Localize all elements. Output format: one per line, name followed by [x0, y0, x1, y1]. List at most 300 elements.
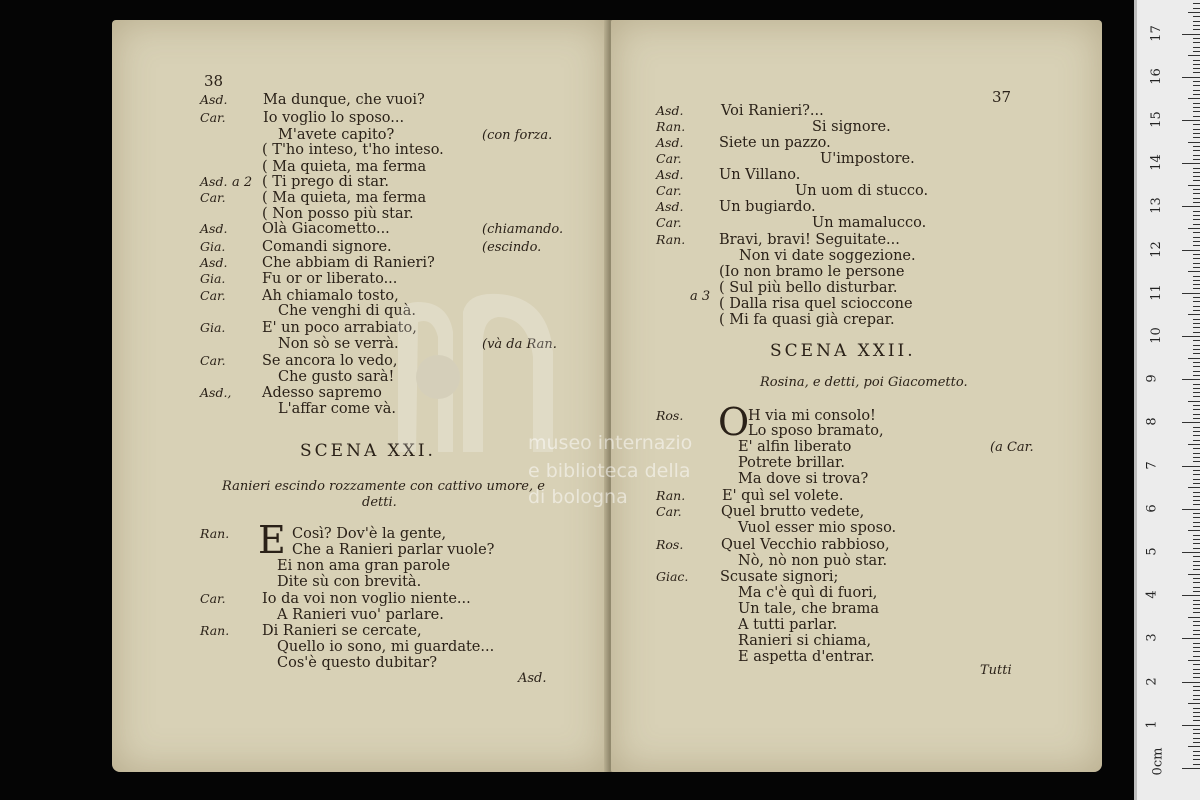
verse-line: Ma c'è quì di fuori, [738, 585, 878, 601]
ruler-tick [1193, 548, 1200, 549]
ruler-tick [1193, 656, 1200, 657]
ruler-tick [1193, 345, 1200, 346]
verse-line: Quello io sono, mi guardate... [277, 639, 495, 655]
ruler-tick [1193, 625, 1200, 626]
verse-line: ( Sul più bello disturbar. [719, 280, 898, 296]
ruler-tick [1193, 418, 1200, 419]
ruler-tick [1193, 435, 1200, 436]
ruler-number: 11 [1148, 284, 1164, 301]
ruler-tick [1193, 29, 1200, 30]
speaker-label: Car. [656, 215, 682, 230]
ruler-tick [1193, 180, 1200, 181]
verse-line: Si signore. [812, 119, 891, 135]
verse-line: E aspetta d'entrar. [738, 649, 875, 665]
verse-line: Potrete brillar. [738, 455, 845, 471]
ruler-tick [1193, 483, 1200, 484]
ruler-tick [1193, 116, 1200, 117]
page-number-right: 37 [992, 88, 1012, 106]
ruler-tick [1193, 276, 1200, 277]
ruler-number: 2 [1144, 676, 1160, 686]
ruler-tick [1193, 219, 1200, 220]
ruler-tick [1193, 565, 1200, 566]
ruler-tick [1182, 34, 1200, 35]
ruler-tick [1193, 237, 1200, 238]
ruler-tick [1193, 168, 1200, 169]
verse-line: ( Ma quieta, ma ferma [262, 159, 427, 175]
ruler-tick [1193, 608, 1200, 609]
ruler-tick [1193, 124, 1200, 125]
ruler-tick [1182, 293, 1200, 294]
ruler-tick [1193, 159, 1200, 160]
verse-line: Che abbiam di Ranieri? [262, 255, 435, 271]
verse-line: Così? Dov'è la gente, [292, 526, 447, 542]
ruler-tick [1182, 379, 1200, 380]
ruler-tick [1193, 267, 1200, 268]
ruler-tick [1193, 686, 1200, 687]
ruler-tick [1193, 405, 1200, 406]
verse-line: Un bugiardo. [719, 199, 816, 215]
ruler-tick [1193, 384, 1200, 385]
verse-line: Bravi, bravi! Seguitate... [719, 232, 900, 248]
ruler-tick [1193, 742, 1200, 743]
ruler-tick [1193, 738, 1200, 739]
ruler-tick [1193, 137, 1200, 138]
verse-line: H via mi consolo! [748, 408, 876, 424]
ruler-tick [1193, 414, 1200, 415]
measurement-ruler [1134, 0, 1200, 800]
ruler-tick [1193, 440, 1200, 441]
ruler-tick [1193, 453, 1200, 454]
stage-direction: detti. [362, 495, 397, 510]
ruler-tick [1188, 142, 1200, 143]
ruler-tick [1188, 271, 1200, 272]
stage-direction: (chiamando. [482, 222, 564, 237]
ruler-tick [1193, 759, 1200, 760]
ruler-tick [1193, 664, 1200, 665]
ruler-number: 14 [1148, 154, 1164, 171]
ruler-tick [1193, 695, 1200, 696]
ruler-tick [1193, 16, 1200, 17]
ruler-tick [1193, 504, 1200, 505]
ruler-tick [1193, 539, 1200, 540]
speaker-label: Asd. [200, 221, 228, 236]
ruler-tick [1188, 660, 1200, 661]
ruler-tick [1193, 409, 1200, 410]
ruler-tick [1193, 8, 1200, 9]
ruler-tick [1188, 703, 1200, 704]
ruler-tick [1193, 392, 1200, 393]
ruler-tick [1193, 150, 1200, 151]
verse-line: E' alfin liberato [738, 439, 852, 455]
verse-line: ( Ma quieta, ma ferma [262, 190, 427, 206]
ruler-tick [1193, 496, 1200, 497]
ruler-tick [1193, 90, 1200, 91]
ruler-tick [1193, 111, 1200, 112]
ruler-tick [1193, 733, 1200, 734]
speaker-label: Gia. [200, 320, 226, 335]
verse-line: (Io non bramo le persone [719, 264, 905, 280]
ruler-tick [1193, 375, 1200, 376]
scene-title: SCENA XXII. [770, 341, 916, 361]
ruler-tick [1193, 349, 1200, 350]
watermark-text-3: di bologna [528, 486, 628, 508]
speaker-label: Giac. [656, 569, 689, 584]
ruler-number: 13 [1148, 197, 1164, 215]
ruler-tick [1193, 263, 1200, 264]
ruler-tick [1193, 764, 1200, 765]
ruler-tick [1182, 682, 1200, 683]
verse-line: Cos'è questo dubitar? [277, 655, 437, 671]
ruler-tick [1188, 358, 1200, 359]
speaker-label: Car. [200, 353, 226, 368]
ruler-number: 3 [1144, 633, 1160, 643]
ruler-tick [1193, 301, 1200, 302]
drop-cap: O [718, 400, 750, 444]
speaker-label: Ros. [656, 408, 684, 423]
speaker-label: Ran. [200, 526, 230, 541]
ruler-tick [1193, 107, 1200, 108]
ruler-tick [1193, 68, 1200, 69]
ensemble-marker: a 2 [232, 175, 253, 190]
stage-direction: (con forza. [482, 128, 553, 143]
ruler-tick [1193, 254, 1200, 255]
page-number-left: 38 [204, 72, 224, 90]
ruler-tick [1193, 587, 1200, 588]
speaker-label: Car. [656, 183, 682, 198]
stage-direction: (escindo. [482, 240, 542, 255]
ruler-tick [1193, 457, 1200, 458]
ruler-tick [1182, 120, 1200, 121]
ruler-tick [1193, 172, 1200, 173]
speaker-label: Gia. [200, 271, 226, 286]
verse-line: Non vi date soggezione. [739, 248, 916, 264]
ruler-tick [1193, 561, 1200, 562]
verse-line: Dite sù con brevità. [277, 574, 422, 590]
ruler-tick [1193, 604, 1200, 605]
ruler-tick [1193, 569, 1200, 570]
speaker-label: Ran. [200, 623, 230, 638]
ruler-tick [1193, 582, 1200, 583]
verse-line: E' un poco arrabiato, [262, 320, 417, 336]
verse-line: ( Mi fa quasi già crepar. [719, 312, 895, 328]
verse-line: Nò, nò non può star. [738, 553, 888, 569]
ruler-number: 16 [1148, 68, 1164, 85]
ruler-tick [1193, 630, 1200, 631]
scene-title: SCENA XXI. [300, 441, 436, 461]
ruler-tick [1193, 621, 1200, 622]
ruler-tick [1193, 258, 1200, 259]
verse-line: ( T'ho inteso, t'ho inteso. [262, 142, 444, 158]
stage-direction: (a Car. [990, 440, 1034, 455]
ruler-tick [1193, 522, 1200, 523]
verse-line: U'impostore. [820, 151, 915, 167]
verse-line: Ranieri si chiama, [738, 633, 872, 649]
speaker-label: Asd. [656, 199, 684, 214]
ruler-tick [1188, 401, 1200, 402]
watermark-text-2: e biblioteca della [528, 460, 691, 482]
ruler-tick [1193, 371, 1200, 372]
speaker-label: Gia. [200, 239, 226, 254]
ruler-tick [1193, 673, 1200, 674]
ruler-tick [1193, 215, 1200, 216]
ruler-tick [1193, 232, 1200, 233]
ruler-tick [1188, 617, 1200, 618]
ruler-tick [1193, 310, 1200, 311]
ruler-tick [1193, 103, 1200, 104]
ruler-number: 17 [1148, 24, 1164, 42]
ruler-tick [1193, 712, 1200, 713]
ruler-tick [1193, 612, 1200, 613]
ruler-number: 4 [1144, 590, 1160, 599]
ruler-tick [1193, 366, 1200, 367]
ruler-tick [1193, 51, 1200, 52]
ruler-number: 15 [1148, 111, 1164, 128]
ruler-tick [1193, 500, 1200, 501]
verse-line: ( Non posso più star. [262, 206, 414, 222]
ruler-tick [1188, 530, 1200, 531]
ruler-tick [1182, 422, 1200, 423]
ruler-tick [1182, 725, 1200, 726]
verse-line: Ah chiamalo tosto, [262, 288, 399, 304]
ruler-tick [1193, 690, 1200, 691]
ruler-tick [1188, 444, 1200, 445]
ruler-tick [1193, 716, 1200, 717]
ruler-tick [1182, 466, 1200, 467]
verse-line: Se ancora lo vedo, [262, 353, 398, 369]
ruler-tick [1193, 513, 1200, 514]
ruler-tick [1193, 245, 1200, 246]
ruler-tick [1182, 163, 1200, 164]
ruler-unit-label: 0cm [1150, 747, 1166, 776]
ruler-edge [1134, 0, 1137, 800]
ruler-tick [1193, 720, 1200, 721]
speaker-label: Ran. [656, 488, 686, 503]
ruler-tick [1193, 306, 1200, 307]
ruler-tick [1193, 21, 1200, 22]
verse-line: A tutti parlar. [738, 617, 838, 633]
speaker-label: Car. [656, 504, 682, 519]
stage-direction: (và da Ran. [482, 337, 557, 352]
ruler-tick [1193, 647, 1200, 648]
ruler-tick [1193, 193, 1200, 194]
stage-direction: Rosina, e detti, poi Giacometto. [760, 375, 968, 390]
ruler-tick [1193, 241, 1200, 242]
verse-line: Lo sposo bramato, [748, 423, 884, 439]
ruler-tick [1193, 755, 1200, 756]
verse-line: Io da voi non voglio niente... [262, 591, 471, 607]
ruler-tick [1193, 543, 1200, 544]
ruler-tick [1193, 81, 1200, 82]
verse-line: L'affar come và. [278, 401, 396, 417]
stage-direction: Ranieri escindo rozzamente con cattivo umore, e [222, 479, 545, 494]
ruler-tick [1193, 729, 1200, 730]
ruler-tick [1193, 280, 1200, 281]
verse-line: Un uom di stucco. [795, 183, 929, 199]
ruler-tick [1182, 595, 1200, 596]
ruler-tick [1193, 72, 1200, 73]
ruler-tick [1188, 487, 1200, 488]
verse-line: Ma dove si trova? [738, 471, 869, 487]
speaker-label: Ran. [656, 232, 686, 247]
verse-line: Di Ranieri se cercate, [262, 623, 422, 639]
ruler-tick [1193, 3, 1200, 4]
verse-line: Ma dunque, che vuoi? [263, 92, 425, 108]
ruler-tick [1193, 556, 1200, 557]
ruler-tick [1193, 189, 1200, 190]
ruler-tick [1193, 288, 1200, 289]
ruler-tick [1193, 578, 1200, 579]
ruler-tick [1193, 427, 1200, 428]
ruler-number: 8 [1144, 417, 1160, 427]
ruler-tick [1193, 146, 1200, 147]
ruler-tick [1193, 353, 1200, 354]
ruler-tick [1193, 332, 1200, 333]
watermark-text-1: museo internazio [528, 432, 693, 454]
ruler-tick [1188, 185, 1200, 186]
ruler-tick [1193, 448, 1200, 449]
ruler-tick [1193, 492, 1200, 493]
ruler-number: 9 [1144, 374, 1160, 383]
speaker-label: Car. [200, 591, 226, 606]
ruler-tick [1193, 362, 1200, 363]
ruler-tick [1193, 699, 1200, 700]
ruler-tick [1188, 55, 1200, 56]
verse-line: M'avete capito? [278, 127, 395, 143]
ruler-number: 5 [1144, 547, 1160, 556]
verse-line: Scusate signori; [720, 569, 839, 585]
ruler-tick [1193, 176, 1200, 177]
speaker-label: Ros. [656, 537, 684, 552]
speaker-label: Asd. [200, 92, 228, 107]
verse-line: Ei non ama gran parole [277, 558, 451, 574]
verse-line: Che gusto sarà! [278, 369, 395, 385]
verse-line: Siete un pazzo. [719, 135, 831, 151]
verse-line: Voi Ranieri?... [721, 103, 824, 119]
ruler-tick [1193, 388, 1200, 389]
ruler-tick [1193, 474, 1200, 475]
ruler-tick [1188, 228, 1200, 229]
ruler-tick [1193, 25, 1200, 26]
verse-line: Fu or or liberato... [262, 271, 398, 287]
ruler-tick [1193, 535, 1200, 536]
ruler-tick [1193, 94, 1200, 95]
ruler-tick [1193, 85, 1200, 86]
verse-line: Non sò se verrà. [278, 336, 399, 352]
ruler-tick [1188, 12, 1200, 13]
ruler-tick [1193, 396, 1200, 397]
drop-cap: E [258, 518, 286, 562]
verse-line: A Ranieri vuo' parlare. [277, 607, 444, 623]
verse-line: Olà Giacometto... [262, 221, 390, 237]
ruler-tick [1193, 479, 1200, 480]
ruler-tick [1193, 38, 1200, 39]
ruler-tick [1182, 638, 1200, 639]
ruler-tick [1193, 198, 1200, 199]
ruler-tick [1182, 768, 1200, 769]
ruler-tick [1193, 284, 1200, 285]
verse-line: Che a Ranieri parlar vuole? [292, 542, 495, 558]
ruler-tick [1193, 708, 1200, 709]
ruler-tick [1193, 319, 1200, 320]
verse-line: Quel Vecchio rabbioso, [721, 537, 890, 553]
ruler-tick [1193, 634, 1200, 635]
speaker-label: Asd., [200, 385, 232, 400]
verse-line: E' quì sel volete. [722, 488, 844, 504]
ruler-number: 7 [1144, 460, 1160, 470]
ruler-number: 1 [1144, 720, 1160, 729]
ruler-tick [1193, 526, 1200, 527]
ruler-tick [1193, 211, 1200, 212]
ruler-tick [1193, 129, 1200, 130]
verse-line: ( Dalla risa quel scioccone [719, 296, 913, 312]
speaker-label: Asd. [200, 174, 228, 189]
speaker-label: Car. [200, 288, 226, 303]
ruler-tick [1193, 297, 1200, 298]
speaker-label: Car. [656, 151, 682, 166]
ruler-tick [1193, 47, 1200, 48]
ruler-tick [1193, 470, 1200, 471]
speaker-label: Asd. [200, 255, 228, 270]
ruler-tick [1193, 340, 1200, 341]
ruler-tick [1193, 431, 1200, 432]
ruler-tick [1188, 98, 1200, 99]
verse-line: Quel brutto vedete, [721, 504, 865, 520]
ruler-tick [1193, 224, 1200, 225]
verse-line: Un tale, che brama [738, 601, 879, 617]
ruler-tick [1193, 600, 1200, 601]
ruler-tick [1193, 517, 1200, 518]
ruler-tick [1188, 574, 1200, 575]
verse-line: Un mamalucco. [812, 215, 927, 231]
verse-line: Io voglio lo sposo... [263, 110, 405, 126]
ruler-tick [1182, 509, 1200, 510]
ruler-tick [1193, 42, 1200, 43]
ruler-tick [1188, 746, 1200, 747]
ruler-tick [1193, 677, 1200, 678]
ruler-number: 10 [1148, 327, 1164, 344]
speaker-label: Car. [200, 110, 226, 125]
ruler-tick [1182, 336, 1200, 337]
verse-line: Comandi signore. [262, 239, 392, 255]
ruler-tick [1193, 643, 1200, 644]
ruler-tick [1182, 552, 1200, 553]
catchword: Asd. [518, 671, 547, 686]
ruler-tick [1193, 461, 1200, 462]
speaker-label: Asd. [656, 167, 684, 182]
ruler-tick [1193, 751, 1200, 752]
speaker-label: Asd. [656, 135, 684, 150]
ruler-tick [1193, 323, 1200, 324]
verse-line: Vuol esser mio sposo. [738, 520, 897, 536]
verse-line: Che venghi di quà. [278, 303, 417, 319]
speaker-label: Ran. [656, 119, 686, 134]
ruler-tick [1182, 77, 1200, 78]
ruler-tick [1182, 250, 1200, 251]
ruler-tick [1193, 202, 1200, 203]
ruler-tick [1193, 327, 1200, 328]
ruler-tick [1193, 651, 1200, 652]
ruler-tick [1188, 314, 1200, 315]
ruler-tick [1193, 591, 1200, 592]
ensemble-marker: a 3 [690, 289, 711, 304]
ruler-tick [1193, 60, 1200, 61]
verse-line: Adesso sapremo [262, 385, 382, 401]
ruler-number: 12 [1148, 240, 1164, 258]
verse-line: Un Villano. [719, 167, 801, 183]
ruler-tick [1193, 64, 1200, 65]
ruler-tick [1182, 206, 1200, 207]
verse-line: ( Ti prego di star. [262, 174, 389, 190]
